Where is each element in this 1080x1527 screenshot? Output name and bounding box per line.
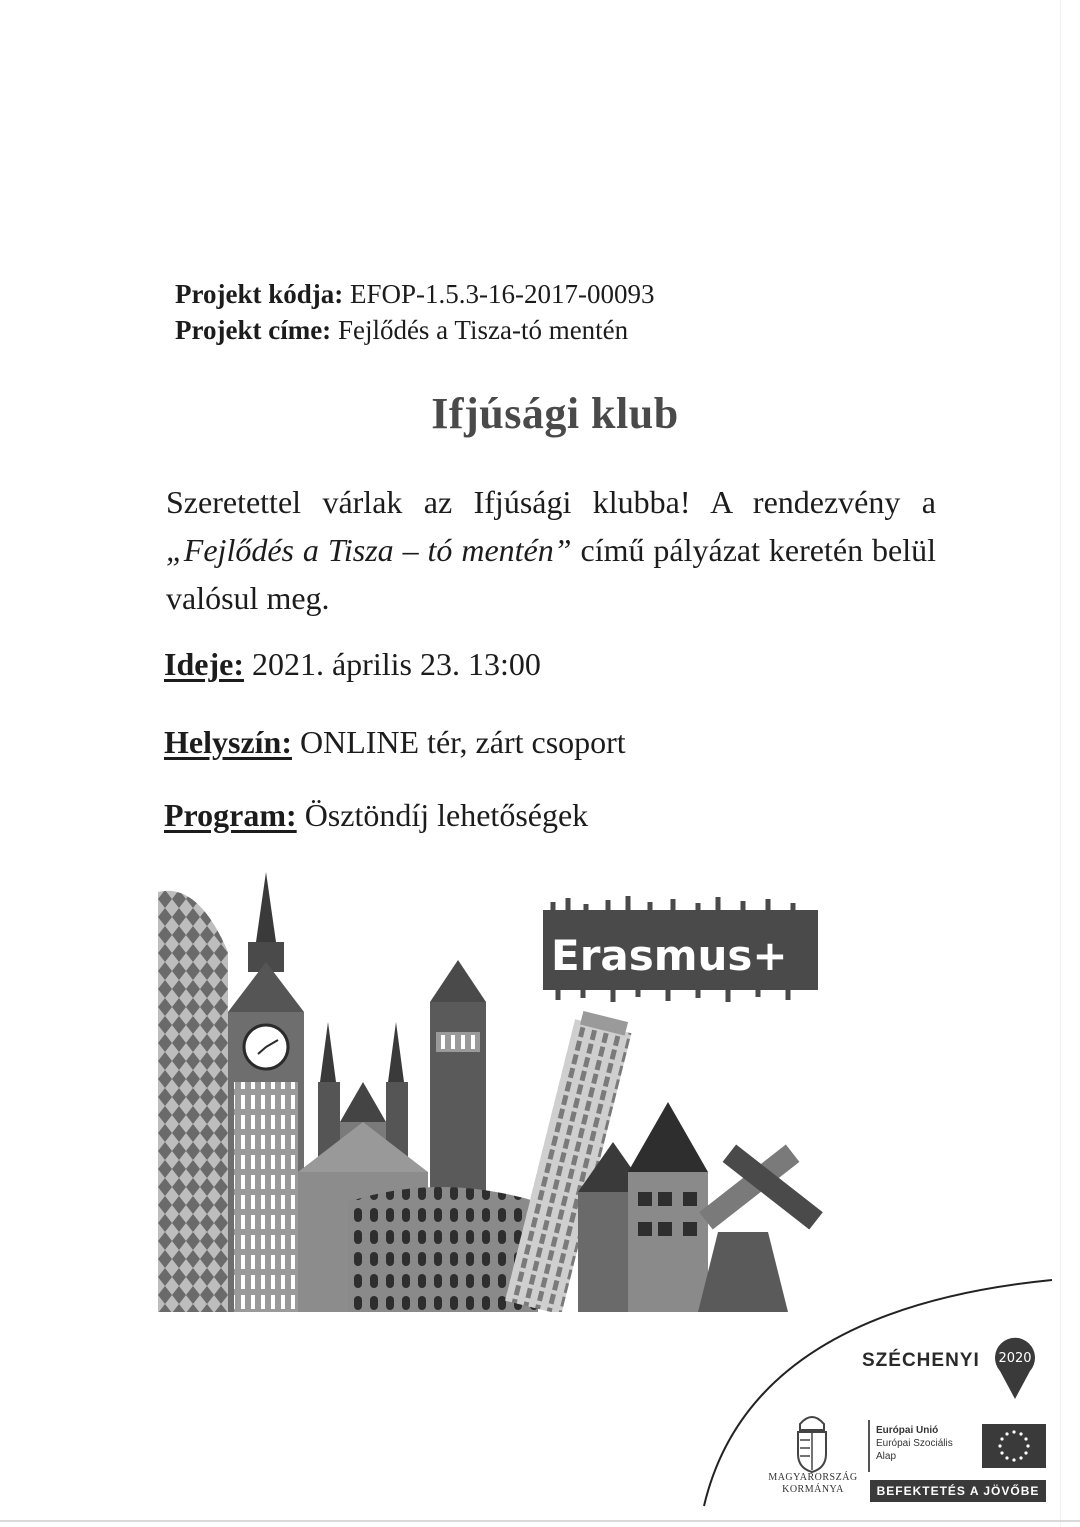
intro-paragraph [166,478,936,622]
project-code-value: EFOP-1.5.3-16-2017-00093 [350,279,655,309]
time-value: 2021. április 23. 13:00 [251,646,541,682]
eu-line-2: Európai Szociális [876,1438,953,1449]
eu-flag-icon [982,1424,1046,1468]
intro-quote: „Fejlődés a Tisza – tó mentén” [166,532,572,568]
intro-text-1: Szeretettel várlak az Ifjúsági klubba! A rendezvény a [166,484,936,520]
project-code-label: Projekt kódja: [175,279,344,309]
project-title-value: Fejlődés a Tisza-tó mentén [337,315,629,345]
invest-banner: BEFEKTETÉS A JÖVŐBE [870,1480,1046,1502]
government-logo-text [758,1472,868,1496]
time-label: Ideje: [164,646,244,682]
erasmus-logo [543,896,818,1002]
eu-logo-block [868,1420,1048,1472]
time-field [164,646,541,683]
gov-line-2: KORMÁNYA [782,1484,844,1495]
erasmus-logo-text: Erasmus+ [551,931,788,980]
eu-text [876,1424,953,1463]
place-label: Helyszín: [164,724,292,760]
szechenyi-year: 2020 [998,1351,1032,1366]
project-code-line [175,276,655,312]
page-edge-bottom [0,1520,1080,1522]
szechenyi-pin-icon [992,1335,1038,1399]
project-meta [175,276,655,348]
program-value: Ösztöndíj lehetőségek [304,797,589,833]
page-title: Ifjúsági klub [431,389,679,438]
eu-line-1: Európai Unió [876,1425,939,1436]
gherkin-tower [158,891,228,1312]
program-label: Program: [164,797,297,833]
intro-text-2: című pályázat keretén belül valósul meg. [166,532,937,616]
project-title-label: Projekt címe: [175,315,332,345]
gov-line-1: MAGYARORSZÁG [768,1472,858,1483]
eu-line-3: Alap [876,1451,897,1462]
page-edge [1060,0,1061,1527]
erasmus-skyline-illustration [158,872,848,1312]
place-value: ONLINE tér, zárt csoport [299,724,626,760]
big-ben-tower [228,872,304,1312]
program-field [164,797,588,834]
szechenyi-logo-text: SZÉCHENYI [862,1350,980,1371]
project-title-line [175,312,655,348]
hungarian-crest-icon [790,1410,834,1474]
place-field [164,724,626,761]
